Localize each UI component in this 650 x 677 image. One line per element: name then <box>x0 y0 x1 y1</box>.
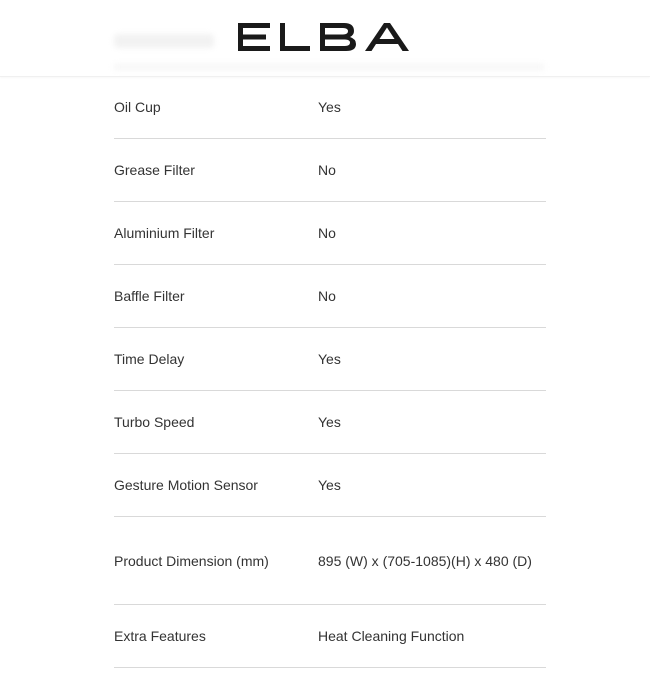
spec-value: Yes <box>318 351 341 367</box>
spec-row-oil-cup <box>114 76 546 139</box>
header-blurred-line <box>114 64 544 70</box>
header-blurred-nav <box>114 34 214 48</box>
spec-row-grease-filter <box>114 139 546 202</box>
spec-label: Oil Cup <box>114 99 161 115</box>
spec-value: Yes <box>318 99 341 115</box>
spec-row-aluminium-filter <box>114 202 546 265</box>
spec-label: Baffle Filter <box>114 288 185 304</box>
spec-value: Heat Cleaning Function <box>318 628 465 644</box>
spec-label: Aluminium Filter <box>114 225 215 241</box>
spec-label: Gesture Motion Sensor <box>114 477 258 493</box>
spec-value: No <box>318 288 336 304</box>
spec-row-gesture-motion-sensor <box>114 454 546 517</box>
spec-label: Turbo Speed <box>114 414 195 430</box>
spec-table <box>114 76 546 668</box>
spec-value: No <box>318 225 336 241</box>
spec-row-product-dimension <box>114 517 546 605</box>
spec-row-time-delay <box>114 328 546 391</box>
spec-value: Yes <box>318 477 341 493</box>
site-header <box>0 0 650 77</box>
spec-label: Time Delay <box>114 351 185 367</box>
spec-value: No <box>318 162 336 178</box>
spec-value: 895 (W) x (705-1085)(H) x 480 (D) <box>318 552 532 569</box>
spec-row-baffle-filter <box>114 265 546 328</box>
spec-label: Grease Filter <box>114 162 195 178</box>
elba-logo[interactable] <box>236 20 422 54</box>
spec-label: Product Dimension (mm) <box>114 552 269 569</box>
spec-row-extra-features <box>114 605 546 668</box>
spec-value: Yes <box>318 414 341 430</box>
spec-label: Extra Features <box>114 628 206 644</box>
spec-row-turbo-speed <box>114 391 546 454</box>
